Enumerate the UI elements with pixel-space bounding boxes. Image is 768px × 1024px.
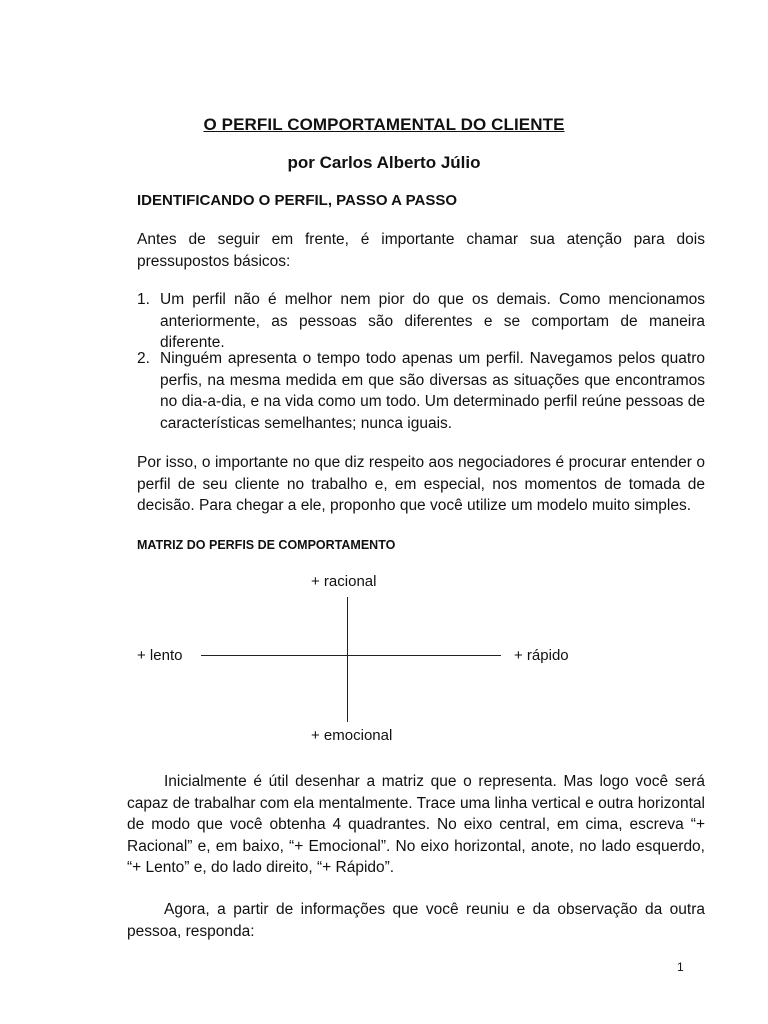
section-heading: IDENTIFICANDO O PERFIL, PASSO A PASSO [137,192,458,209]
list-item [137,348,705,434]
list-item-number: 2. [137,350,150,367]
paragraph-final: Agora, a partir de informações que você reuniu e da observação da outra pessoa, responda: [127,901,705,940]
list-item [137,289,705,354]
matrix-top-label: + racional [311,573,377,590]
matrix-vertical-axis [347,597,348,722]
paragraph-after-list: Por isso, o importante no que diz respeito aos negociadores é procurar entender o perfil de seu cliente no trabalho e, em especial, nos momentos de tomada de decisão. Para chegar a ele, proponho que você utilize um modelo muito simples. [137,454,705,514]
list-item-text: Um perfil não é melhor nem pior do que os demais. Como mencionamos anteriormente, as pessoas são diferentes e se comportam de maneira diferente. [160,291,705,351]
paragraph-matrix: Inicialmente é útil desenhar a matriz que o representa. Mas logo você será capaz de trabalhar com ela mentalmente. Trace uma linha vertical e outra horizontal de modo que você obtenha 4 quadrantes. No eixo central, em cima, escreva “+ Racional” e, em baixo, “+ Emocional”. No eixo horizontal, anote, no lado esquerdo, “+ Lento” e, do lado direito, “+ Rápido”. [127,773,705,876]
matrix-bottom-label: + emocional [311,727,393,744]
document-author: por Carlos Alberto Júlio [287,153,481,172]
matrix-left-label: + lento [137,647,183,664]
matrix-right-label: + rápido [514,647,569,664]
list-item-text: Ninguém apresenta o tempo todo apenas um perfil. Navegamos pelos quatro perfis, na mesma medida em que são diversas as situações que encontramos no dia-a-dia, e na vida como um todo. Um determinado perfil reúne pessoas de características semelhantes; nunca iguais. [160,350,705,432]
document-title: O PERFIL COMPORTAMENTAL DO CLIENTE [203,115,565,134]
intro-paragraph: Antes de seguir em frente, é importante chamar sua atenção para dois pressupostos básicos: [137,231,705,270]
matrix-horizontal-axis [201,655,501,656]
list-item-number: 1. [137,291,150,308]
page-number: 1 [677,960,684,974]
matrix-heading: MATRIZ DO PERFIS DE COMPORTAMENTO [137,538,396,552]
